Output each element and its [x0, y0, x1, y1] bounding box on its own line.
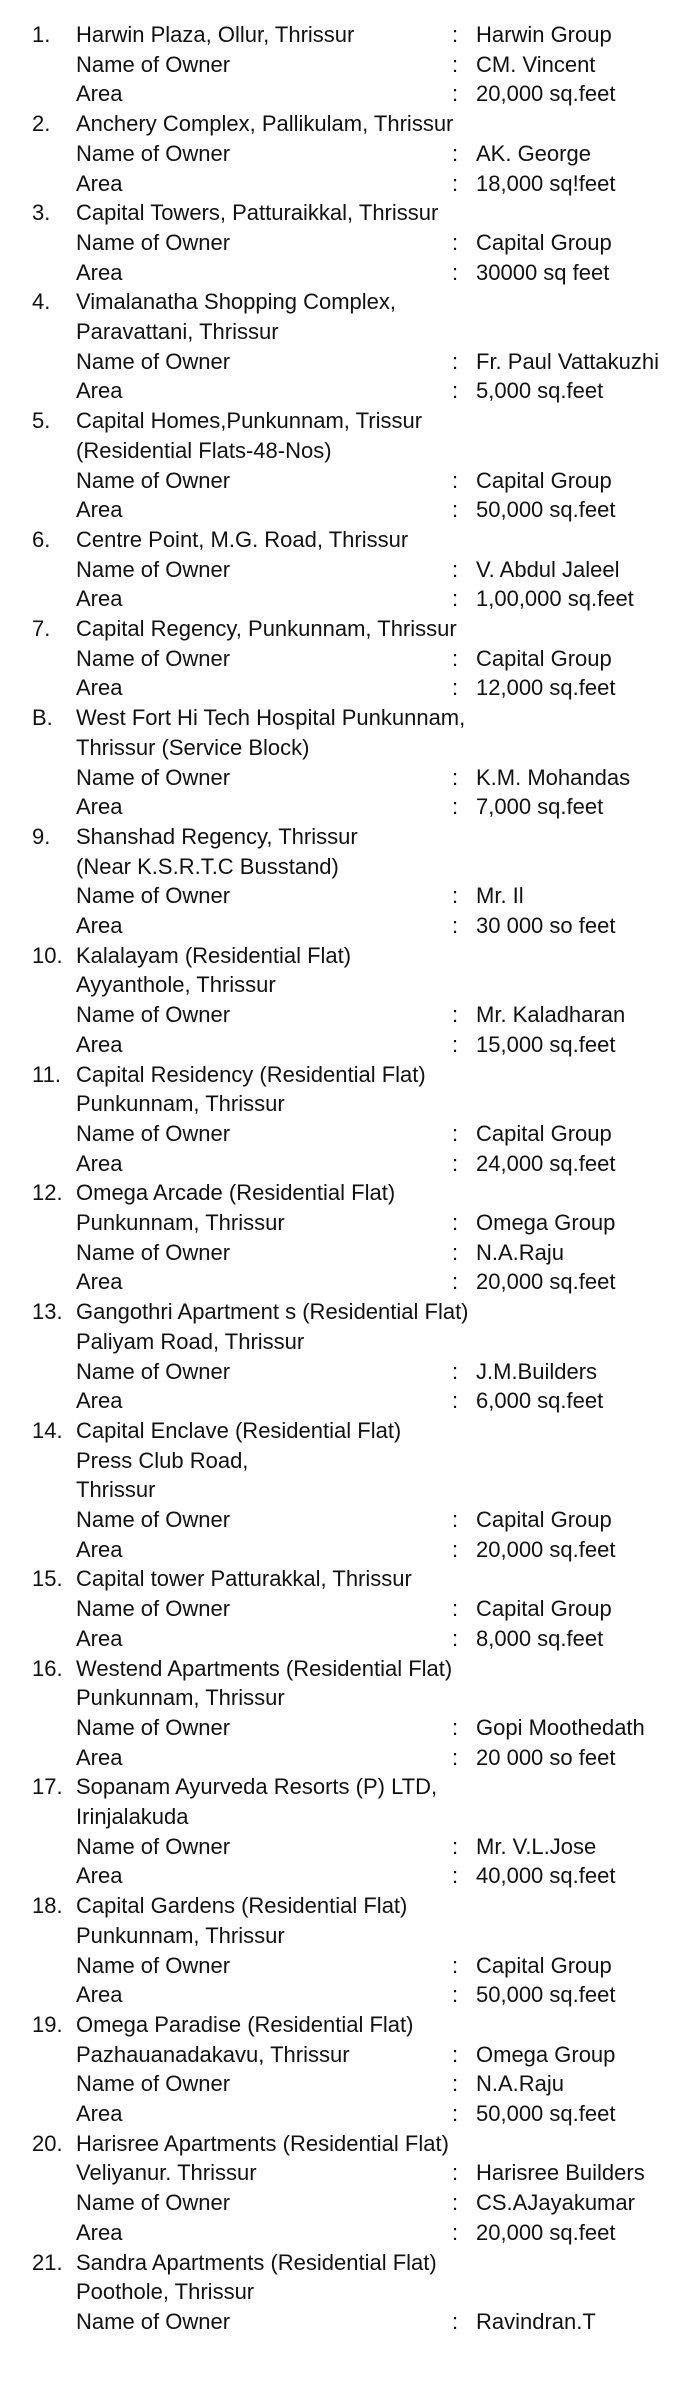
owner-value: AK. George [476, 140, 591, 166]
owner-label: Name of Owner [76, 51, 231, 77]
separator-colon: : [452, 675, 459, 701]
entry-number: 15. [32, 1566, 63, 1592]
entry-title-row [0, 941, 676, 971]
entry-title-row [0, 287, 676, 317]
separator-colon: : [452, 1625, 459, 1651]
owner-row [0, 1238, 676, 1268]
area-value: 50,000 sq.feet [476, 2101, 616, 2126]
owner-label: Name of Owner [76, 1120, 231, 1146]
entry-title-line: Pazhauanadakavu, Thrissur [76, 2041, 350, 2067]
entry-title-row [0, 1802, 676, 1832]
area-row [0, 792, 676, 822]
entry-number: 9. [32, 823, 51, 849]
area-value: 40,000 sq.feet [476, 1863, 616, 1889]
area-label: Area [76, 378, 123, 404]
separator-colon: : [452, 1150, 459, 1176]
owner-value: Gopi Moothedath [476, 1714, 645, 1740]
owner-label: Name of Owner [76, 2308, 231, 2334]
entry-title-line: Paliyam Road, Thrissur [76, 1328, 305, 1354]
separator-colon: : [452, 1269, 459, 1295]
entry-title-row [0, 436, 676, 466]
entry-title-row [0, 2158, 676, 2188]
area-value: 8,000 sq.feet [476, 1625, 604, 1651]
entry-title-line: Kalalayam (Residential Flat) [76, 942, 352, 968]
separator-colon: : [452, 1596, 459, 1622]
owner-label: Name of Owner [76, 1358, 231, 1384]
owner-label: Name of Owner [76, 1239, 231, 1265]
entry-group: Harisree Builders [476, 2160, 645, 2186]
entry-title-line: Capital Residency (Residential Flat) [76, 1061, 426, 1087]
entry-number: 16. [32, 1655, 63, 1681]
entry-title-line: Punkunnam, Thrissur [76, 1091, 285, 1117]
entry-number: 7. [32, 616, 51, 641]
separator-colon: : [452, 2219, 459, 2245]
entry-title-row [0, 614, 676, 644]
entry-title-row [0, 20, 676, 50]
owner-label: Name of Owner [76, 1952, 231, 1978]
owner-value: CM. Vincent [476, 51, 596, 77]
entry-title-line: Thrissur [76, 1477, 156, 1503]
entry-title-line: Punkunnam, Thrissur [76, 1685, 285, 1711]
area-label: Area [76, 913, 123, 938]
area-label: Area [76, 586, 123, 612]
owner-row [0, 644, 676, 674]
entry-number: 5. [32, 408, 51, 434]
entry-title-line: Westend Apartments (Residential Flat) [76, 1655, 453, 1681]
separator-colon: : [452, 794, 459, 820]
entry-title-line: Centre Point, M.G. Road, Thrissur [76, 526, 409, 552]
entry-title-line: Harwin Plaza, Ollur, Thrissur [76, 22, 355, 47]
owner-value: N.A.Raju [476, 1239, 565, 1265]
owner-value: Mr. Kaladharan [476, 1002, 626, 1028]
separator-colon: : [452, 378, 459, 404]
entry-title-line: Harisree Apartments (Residential Flat) [76, 2130, 449, 2156]
owner-label: Name of Owner [76, 1507, 231, 1532]
area-value: 20,000 sq.feet [476, 1536, 616, 1562]
separator-colon: : [452, 2308, 459, 2334]
area-label: Area [76, 1388, 123, 1414]
separator-colon: : [452, 764, 459, 790]
entry-title-line: Capital Enclave (Residential Flat) [76, 1417, 402, 1443]
owner-value: J.M.Builders [476, 1358, 598, 1384]
separator-colon: : [452, 1536, 459, 1562]
entry-title-line: Paravattani, Thrissur [76, 319, 279, 344]
entry-title-line: (Residential Flats-48-Nos) [76, 437, 332, 463]
separator-colon: : [452, 2071, 459, 2097]
separator-colon: : [452, 1833, 459, 1859]
owner-row [0, 139, 676, 169]
entry-title-line: (Near K.S.R.T.C Busstand) [76, 853, 339, 879]
entry-number: 4. [32, 289, 51, 315]
separator-colon: : [452, 556, 459, 582]
owner-row [0, 1000, 676, 1030]
owner-row [0, 555, 676, 585]
area-value: 24,000 sq.feet [476, 1150, 616, 1176]
area-label: Area [76, 1536, 123, 1562]
entry-title-row [0, 1772, 676, 1802]
separator-colon: : [452, 1210, 459, 1235]
entry-title-row [0, 852, 676, 882]
entry-title-row [0, 1921, 676, 1951]
area-row [0, 2099, 676, 2129]
entry-group: Harwin Group [476, 22, 612, 47]
entry-title-line: Omega Paradise (Residential Flat) [76, 2011, 414, 2037]
area-label: Area [76, 81, 123, 107]
entry-title-row [0, 317, 676, 347]
separator-colon: : [452, 1031, 459, 1057]
separator-colon: : [452, 2190, 459, 2216]
entry-title-row [0, 2129, 676, 2159]
entry-title-line: Ayyanthole, Thrissur [76, 972, 276, 998]
owner-label: Name of Owner [76, 467, 231, 493]
owner-row [0, 347, 676, 377]
entry-title-row [0, 1683, 676, 1713]
entry-number: 18. [32, 1893, 63, 1919]
owner-row [0, 2188, 676, 2218]
entry-number: 20. [32, 2130, 63, 2156]
separator-colon: : [452, 229, 459, 255]
area-label: Area [76, 675, 123, 701]
area-value: 20,000 sq.feet [476, 81, 616, 107]
separator-colon: : [452, 645, 459, 671]
entry-number: 14. [32, 1417, 63, 1443]
entry-title-row [0, 1327, 676, 1357]
owner-label: Name of Owner [76, 1714, 231, 1740]
owner-label: Name of Owner [76, 645, 231, 671]
area-row [0, 1030, 676, 1060]
separator-colon: : [452, 51, 459, 77]
separator-colon: : [452, 2160, 459, 2186]
owner-value: Capital Group [476, 229, 612, 255]
entry-title-row [0, 1178, 676, 1208]
area-row [0, 673, 676, 703]
owner-row [0, 2069, 676, 2099]
owner-label: Name of Owner [76, 229, 231, 255]
entry-number: B. [32, 705, 53, 731]
owner-value: Mr. Il [476, 883, 524, 909]
entry-title-row [0, 2010, 676, 2040]
entry-title-row [0, 1446, 676, 1476]
entry-title-row [0, 1060, 676, 1090]
owner-label: Name of Owner [76, 883, 231, 909]
separator-colon: : [452, 913, 459, 938]
owner-value: K.M. Mohandas [476, 764, 631, 790]
entry-title-line: Omega Arcade (Residential Flat) [76, 1180, 396, 1206]
owner-label: Name of Owner [76, 1833, 231, 1859]
area-value: 5,000 sq.feet [476, 378, 604, 404]
area-value: 18,000 sq!feet [476, 170, 616, 196]
area-row [0, 79, 676, 109]
owner-value: Capital Group [476, 1952, 612, 1978]
owner-row [0, 881, 676, 911]
entry-title-row [0, 525, 676, 555]
area-value: 7,000 sq.feet [476, 794, 604, 820]
area-value: 6,000 sq.feet [476, 1388, 604, 1414]
owner-label: Name of Owner [76, 1002, 231, 1028]
area-value: 50,000 sq.feet [476, 497, 616, 523]
entry-title-line: Irinjalakuda [76, 1804, 189, 1829]
separator-colon: : [452, 348, 459, 374]
entry-title-row [0, 703, 676, 733]
entry-title-line: Anchery Complex, Pallikulam, Thrissur [76, 111, 454, 137]
separator-colon: : [452, 22, 459, 47]
entry-title-line: Sandra Apartments (Residential Flat) [76, 2249, 437, 2275]
separator-colon: : [452, 1239, 459, 1265]
owner-value: Mr. V.L.Jose [476, 1833, 597, 1859]
separator-colon: : [452, 81, 459, 107]
area-row [0, 1535, 676, 1565]
owner-value: CS.AJayakumar [476, 2190, 635, 2216]
owner-row [0, 1594, 676, 1624]
area-row [0, 2218, 676, 2248]
owner-value: Capital Group [476, 1120, 612, 1146]
area-label: Area [76, 259, 123, 285]
separator-colon: : [452, 1952, 459, 1978]
entry-title-row [0, 1297, 676, 1327]
owner-label: Name of Owner [76, 140, 231, 166]
owner-value: Capital Group [476, 1507, 612, 1532]
entry-title-line: Capital Towers, Patturaikkal, Thrissur [76, 200, 439, 226]
owner-row [0, 763, 676, 793]
area-value: 50,000 sq.feet [476, 1982, 616, 2008]
entry-title-line: Capital tower Patturakkal, Thrissur [76, 1566, 412, 1592]
area-value: 12,000 sq.feet [476, 675, 616, 701]
entry-title-row [0, 406, 676, 436]
owner-row [0, 1713, 676, 1743]
owner-value: Fr. Paul Vattakuzhi [476, 348, 660, 374]
owner-label: Name of Owner [76, 2071, 231, 2097]
area-label: Area [76, 1150, 123, 1176]
separator-colon: : [452, 1863, 459, 1889]
owner-row [0, 1505, 676, 1535]
separator-colon: : [452, 497, 459, 523]
area-row [0, 1386, 676, 1416]
separator-colon: : [452, 1120, 459, 1146]
entry-number: 10. [32, 942, 63, 968]
entry-title-row [0, 1475, 676, 1505]
entry-title-line: Sopanam Ayurveda Resorts (P) LTD, [76, 1774, 438, 1800]
separator-colon: : [452, 467, 459, 493]
entry-title-row [0, 1654, 676, 1684]
area-value: 20,000 sq.feet [476, 1269, 616, 1295]
owner-label: Name of Owner [76, 2190, 231, 2216]
entry-title-row [0, 1564, 676, 1594]
entry-number: 19. [32, 2011, 63, 2037]
entry-title-line: Capital Regency, Punkunnam, Thrissur [76, 616, 457, 641]
area-value: 20 000 so feet [476, 1744, 616, 1770]
owner-row [0, 50, 676, 80]
entry-title-row [0, 1416, 676, 1446]
area-row [0, 376, 676, 406]
owner-row [0, 1951, 676, 1981]
entry-group: Omega Group [476, 2041, 616, 2067]
separator-colon: : [452, 170, 459, 196]
area-value: 30000 sq feet [476, 259, 610, 285]
separator-colon: : [452, 1002, 459, 1028]
entry-title-line: Gangothri Apartment s (Residential Flat) [76, 1299, 469, 1325]
separator-colon: : [452, 883, 459, 909]
separator-colon: : [452, 1388, 459, 1414]
owner-row [0, 1832, 676, 1862]
owner-row [0, 1119, 676, 1149]
entry-title-line: West Fort Hi Tech Hospital Punkunnam, [76, 705, 466, 731]
area-value: 20,000 sq.feet [476, 2219, 616, 2245]
entry-title-row [0, 2248, 676, 2278]
owner-label: Name of Owner [76, 1596, 231, 1622]
area-row [0, 1624, 676, 1654]
separator-colon: : [452, 1982, 459, 2008]
entry-title-line: Vimalanatha Shopping Complex, [76, 289, 397, 315]
area-label: Area [76, 2101, 123, 2126]
area-label: Area [76, 497, 123, 523]
area-row [0, 258, 676, 288]
entry-title-line: Veliyanur. Thrissur [76, 2160, 257, 2186]
entry-number: 21. [32, 2249, 63, 2275]
separator-colon: : [452, 1744, 459, 1770]
area-label: Area [76, 1863, 123, 1889]
entry-title-line: Poothole, Thrissur [76, 2279, 255, 2305]
separator-colon: : [452, 140, 459, 166]
separator-colon: : [452, 1714, 459, 1740]
owner-label: Name of Owner [76, 764, 231, 790]
area-label: Area [76, 1744, 123, 1770]
area-label: Area [76, 1269, 123, 1295]
area-row [0, 1861, 676, 1891]
area-row [0, 1743, 676, 1773]
entry-title-row [0, 109, 676, 139]
owner-value: Capital Group [476, 645, 612, 671]
entry-number: 11. [32, 1061, 61, 1087]
area-label: Area [76, 1982, 123, 2008]
entry-title-line: Press Club Road, [76, 1447, 249, 1473]
area-row [0, 911, 676, 941]
entry-title-row [0, 733, 676, 763]
entry-title-line: Shanshad Regency, Thrissur [76, 823, 358, 849]
owner-row [0, 228, 676, 258]
separator-colon: : [452, 1507, 459, 1532]
area-label: Area [76, 2219, 123, 2245]
owner-row [0, 2307, 676, 2337]
area-value: 30 000 so feet [476, 913, 616, 938]
area-row [0, 1980, 676, 2010]
area-row [0, 584, 676, 614]
entry-number: 12. [32, 1180, 63, 1206]
entry-title-row [0, 1891, 676, 1921]
entry-title-line: Thrissur (Service Block) [76, 734, 310, 760]
owner-label: Name of Owner [76, 556, 231, 582]
entry-number: 17. [32, 1774, 63, 1800]
area-row [0, 1267, 676, 1297]
owner-value: Ravindran.T [476, 2308, 596, 2334]
entry-title-row [0, 1208, 676, 1238]
separator-colon: : [452, 259, 459, 285]
entry-title-row [0, 198, 676, 228]
area-label: Area [76, 794, 123, 820]
entry-title-row [0, 2040, 676, 2070]
entry-number: 2. [32, 111, 51, 137]
owner-value: Capital Group [476, 1596, 612, 1622]
entry-title-line: Punkunnam, Thrissur [76, 1922, 285, 1948]
entry-title-line: Punkunnam, Thrissur [76, 1210, 285, 1235]
entry-group: Omega Group [476, 1210, 616, 1235]
entry-number: 13. [32, 1299, 63, 1325]
separator-colon: : [452, 1358, 459, 1384]
owner-label: Name of Owner [76, 348, 231, 374]
area-row [0, 169, 676, 199]
area-label: Area [76, 1625, 123, 1651]
entry-title-row [0, 1089, 676, 1119]
entry-number: 1. [32, 22, 51, 47]
separator-colon: : [452, 2101, 459, 2126]
entry-title-line: Capital Homes,Punkunnam, Trissur [76, 408, 423, 434]
entry-number: 6. [32, 526, 51, 552]
entry-title-row [0, 970, 676, 1000]
owner-value: N.A.Raju [476, 2071, 565, 2097]
owner-row [0, 1357, 676, 1387]
entry-title-line: Capital Gardens (Residential Flat) [76, 1893, 408, 1919]
owner-value: V. Abdul Jaleel [476, 556, 620, 582]
area-row [0, 495, 676, 525]
owner-value: Capital Group [476, 467, 612, 493]
owner-row [0, 466, 676, 496]
entry-title-row [0, 822, 676, 852]
separator-colon: : [452, 586, 459, 612]
area-value: 1,00,000 sq.feet [476, 586, 634, 612]
entry-number: 3. [32, 200, 51, 226]
separator-colon: : [452, 2041, 459, 2067]
area-value: 15,000 sq.feet [476, 1031, 616, 1057]
area-row [0, 1149, 676, 1179]
area-label: Area [76, 170, 123, 196]
entry-title-row [0, 2277, 676, 2307]
area-label: Area [76, 1031, 123, 1057]
